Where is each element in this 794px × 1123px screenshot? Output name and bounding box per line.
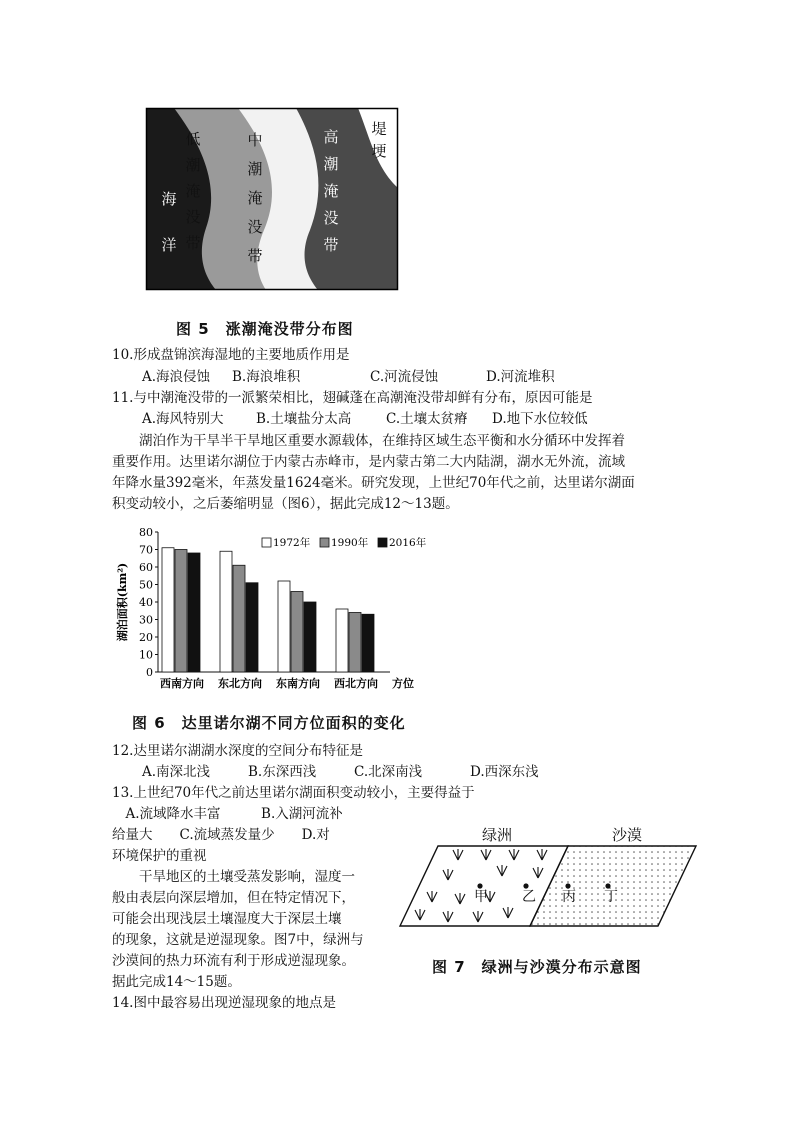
q13-line-3: 环境保护的重视 <box>112 848 207 864</box>
q12-option-c: C.北深南浅 <box>354 764 423 780</box>
q12-option-d: D.西深东浅 <box>470 764 539 780</box>
figure-7 <box>398 820 698 932</box>
x-tick-label: 西南方向 <box>160 677 204 690</box>
q10-option-a: A.海浪侵蚀 <box>142 369 211 385</box>
y-tick-label: 0 <box>146 666 153 679</box>
q11-option-a: A.海风特别大 <box>142 411 224 427</box>
figure-6-caption: 图 6 达里诺尔湖不同方位面积的变化 <box>132 714 406 732</box>
bar-0-0 <box>162 548 174 672</box>
legend-swatch-0 <box>262 538 271 547</box>
figure-7-diagram <box>398 820 698 932</box>
q11-option-d: D.地下水位较低 <box>492 411 588 427</box>
passage-2-line-3: 可能会出现浅层土壤湿度大于深层土壤 <box>112 911 342 927</box>
legend-swatch-1 <box>320 538 329 547</box>
passage-1-line-2: 重要作用。达里诺尔湖位于内蒙古赤峰市，是内蒙古第二大内陆湖，湖水无外流，流域 <box>112 454 625 470</box>
bar-0-1 <box>175 550 187 673</box>
q11-option-b: B.土壤盐分太高 <box>256 411 352 427</box>
y-tick-label: 20 <box>139 631 153 644</box>
bar-2-0 <box>278 581 290 672</box>
y-tick-label: 60 <box>139 561 153 574</box>
x-tick-label: 西北方向 <box>334 677 378 690</box>
q12-stem: 12.达里诺尔湖湖水深度的空间分布特征是 <box>112 743 363 759</box>
passage-2-line-1: 干旱地区的土壤受蒸发影响，湿度一 <box>112 869 355 885</box>
point-bing-label: 丙 <box>562 889 576 905</box>
y-tick-label: 80 <box>139 526 153 539</box>
point-yi-label: 乙 <box>522 889 536 905</box>
figure-6-bar-chart <box>112 522 427 700</box>
q13-line-1: A.流域降水丰富 B.入湖河流补 <box>112 806 343 822</box>
point-jia-label: 甲 <box>474 889 488 905</box>
bar-1-0 <box>220 551 232 672</box>
x-tick-label: 东北方向 <box>218 677 262 690</box>
x-tick-label: 东南方向 <box>276 677 320 690</box>
passage-1-line-4: 积变动较小，之后萎缩明显（图6），据此完成12～13题。 <box>112 496 459 512</box>
q11-option-c: C.土壤太贫瘠 <box>386 411 468 427</box>
legend-swatch-2 <box>378 538 387 547</box>
q14-stem: 14.图中最容易出现逆湿现象的地点是 <box>112 995 336 1011</box>
bar-1-1 <box>233 565 245 672</box>
y-tick-label: 30 <box>139 613 153 627</box>
sea-label: 海洋 <box>161 190 177 254</box>
oasis-label: 绿洲 <box>482 826 513 844</box>
q10-stem: 10.形成盘锦滨海湿地的主要地质作用是 <box>112 347 350 363</box>
bar-2-1 <box>291 592 303 673</box>
high-tide-label: 高潮淹没带 <box>323 128 339 254</box>
figure-7-caption: 图 7 绿洲与沙漠分布示意图 <box>432 958 642 976</box>
bar-3-1 <box>349 613 361 673</box>
passage-2-line-6: 据此完成14～15题。 <box>112 974 241 990</box>
q12-option-a: A.南深北浅 <box>142 764 211 780</box>
bar-1-2 <box>246 583 258 672</box>
y-tick-label: 10 <box>139 648 153 662</box>
legend-label-1: 1990年 <box>331 537 369 549</box>
point-ding-label: 丁 <box>604 889 618 905</box>
passage-2-line-4: 的现象，这就是逆湿现象。图7中，绿洲与 <box>112 932 364 948</box>
q10-option-d: D.河流堆积 <box>486 369 555 385</box>
low-tide-label: 低潮淹没带 <box>185 130 201 252</box>
q12-option-b: B.东深西浅 <box>248 764 317 780</box>
q13-line-2: 给量大 C.流域蒸发量少 D.对 <box>112 827 330 843</box>
desert-label: 沙漠 <box>612 826 643 844</box>
passage-1-line-3: 年降水量392毫米，年蒸发量1624毫米。研究发现，上世纪70年代之前，达里诺尔湖面 <box>112 475 635 491</box>
y-tick-label: 40 <box>139 596 153 609</box>
passage-2-line-2: 般由表层向深层增加，但在特定情况下， <box>112 890 355 906</box>
bar-0-2 <box>188 553 200 672</box>
dike-label: 堤埂 <box>371 120 387 160</box>
y-tick-label: 70 <box>139 543 153 557</box>
bar-2-2 <box>304 602 316 672</box>
passage-1-line-1: 湖泊作为干旱半干旱地区重要水源载体，在维持区域生态平衡和水分循环中发挥着 <box>112 433 625 449</box>
q10-option-b: B.海浪堆积 <box>232 369 301 385</box>
figure-6 <box>112 522 427 700</box>
x-axis-label: 方位 <box>392 677 414 690</box>
y-axis-label: 湖泊面积(km²) <box>116 562 129 642</box>
legend-label-0: 1972年 <box>273 537 311 549</box>
figure-5 <box>146 108 398 290</box>
bar-3-2 <box>362 614 374 672</box>
q13-stem: 13.上世纪70年代之前达里诺尔湖面积变动较小，主要得益于 <box>112 785 475 801</box>
passage-2-line-5: 沙漠间的热力环流有利于形成逆湿现象。 <box>112 953 355 969</box>
bar-3-0 <box>336 609 348 672</box>
y-tick-label: 50 <box>139 578 153 592</box>
mid-tide-label: 中潮淹没带 <box>247 131 263 265</box>
legend-label-2: 2016年 <box>389 537 427 549</box>
figure-5-caption: 图 5 涨潮淹没带分布图 <box>176 320 354 338</box>
q10-option-c: C.河流侵蚀 <box>370 369 439 385</box>
q11-stem: 11.与中潮淹没带的一派繁荣相比，翅碱蓬在高潮淹没带却鲜有分布，原因可能是 <box>112 390 593 406</box>
